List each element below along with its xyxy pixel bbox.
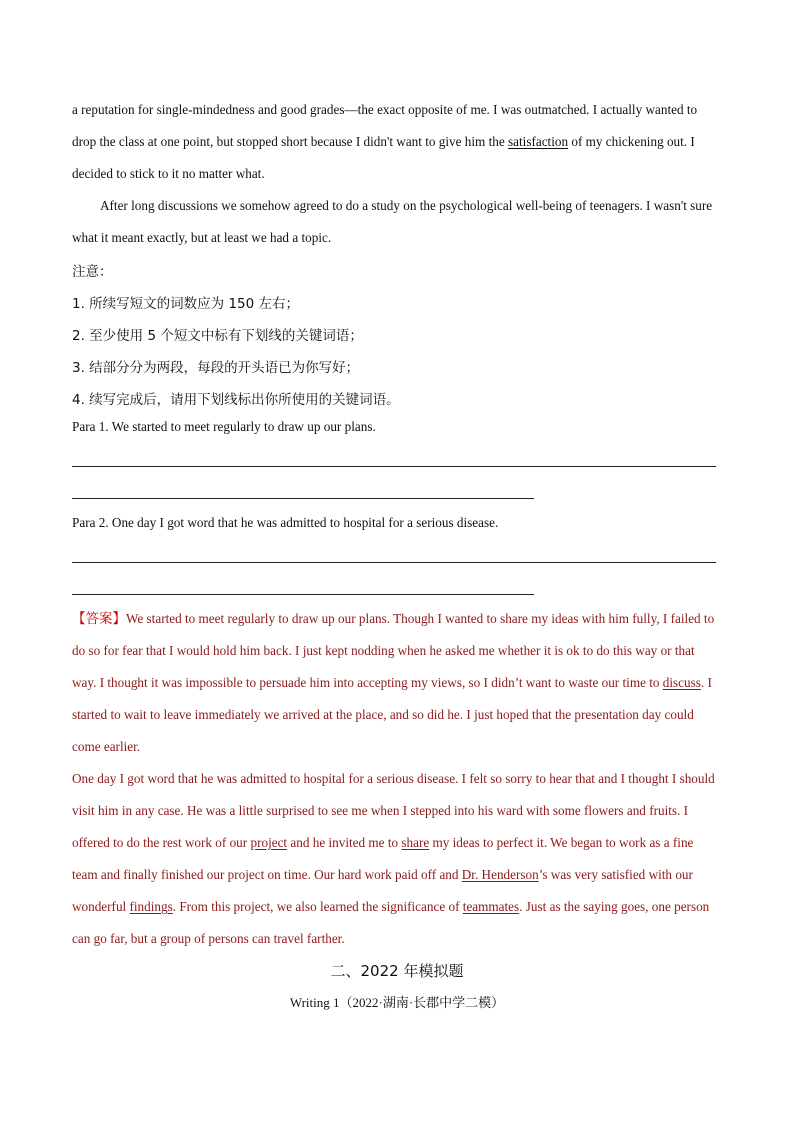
story-paragraph-2: After long discussions we somehow agreed to do a study on the psychological well-being of teenagers. I wasn't sure what it meant exactly, but at least we had a topic. [72,198,713,245]
keyword-project: project [250,835,288,850]
section-title: 二、2022 年模拟题 [330,962,464,980]
answer-paragraph-2: One day I got word that he was admitted to hospital for a serious disease. I felt so sorry to hear that and I thought I should visit him in any case. He was a little surprised to see me when I stepped into his ward with some flowers and fruits. I offered to do the rest work of our project and he invited me to share my ideas to perfect it. We began to work as a fine team and finally finished our project on time. Our hard work paid off and Dr. Henderson’s was very satisfied with our wonderful findings. From this project, we also learned the significance of teammates. Just as the saying goes, one person can go far, but a group of persons can travel farther. [72,771,715,946]
keyword-findings: findings [129,899,173,914]
keyword-discuss: discuss [662,675,701,690]
answer-line [72,594,534,595]
answer-line [72,562,716,563]
para2-prompt: Para 2. One day I got word that he was admitted to hospital for a serious disease. [72,515,499,530]
notes-heading: 注意： [72,264,113,280]
para1-prompt: Para 1. We started to meet regularly to draw up our plans. [72,419,376,434]
answer-line [72,498,534,499]
keyword-satisfaction: satisfaction [508,134,569,149]
writing-title: Writing 1（2022·湖南·长郡中学二模） [289,995,505,1010]
keyword-dr-henderson: Dr. Henderson [461,867,539,882]
note-item-3: 3. 结部分分为两段，每段的开头语已为你写好； [72,360,360,376]
note-item-2: 2. 至少使用 5 个短文中标有下划线的关键词语； [72,328,363,344]
answer-line [72,466,716,467]
answer-paragraph-1: 【答案】We started to meet regularly to draw up our plans. Though I wanted to share my ideas with him fully, I failed to do so for fear that I would hold him back. I just kept nodding when he asked me whether it is ok to do this way or that way. I thought it was impossible to persuade him into accepting my views, so I didn’t want to waste our time to discuss. I started to wait to leave immediately we arrived at the place, and so did he. I just hoped that the presentation day could come earlier. [72,611,715,754]
answer-label: 【答案】 [72,611,126,627]
keyword-teammates: teammates [462,899,520,914]
note-item-1: 1. 所续写短文的词数应为 150 左右； [72,296,300,312]
note-item-4: 4. 续写完成后，请用下划线标出你所使用的关键词语。 [72,392,400,408]
keyword-share: share [401,835,430,850]
story-paragraph-1: a reputation for single-mindedness and good grades—the exact opposite of me. I was outmatched. I actually wanted to drop the class at one point, but stopped short because I didn't want to give him the satisfaction of my chickening out. I decided to stick to it no matter what. [72,102,698,181]
